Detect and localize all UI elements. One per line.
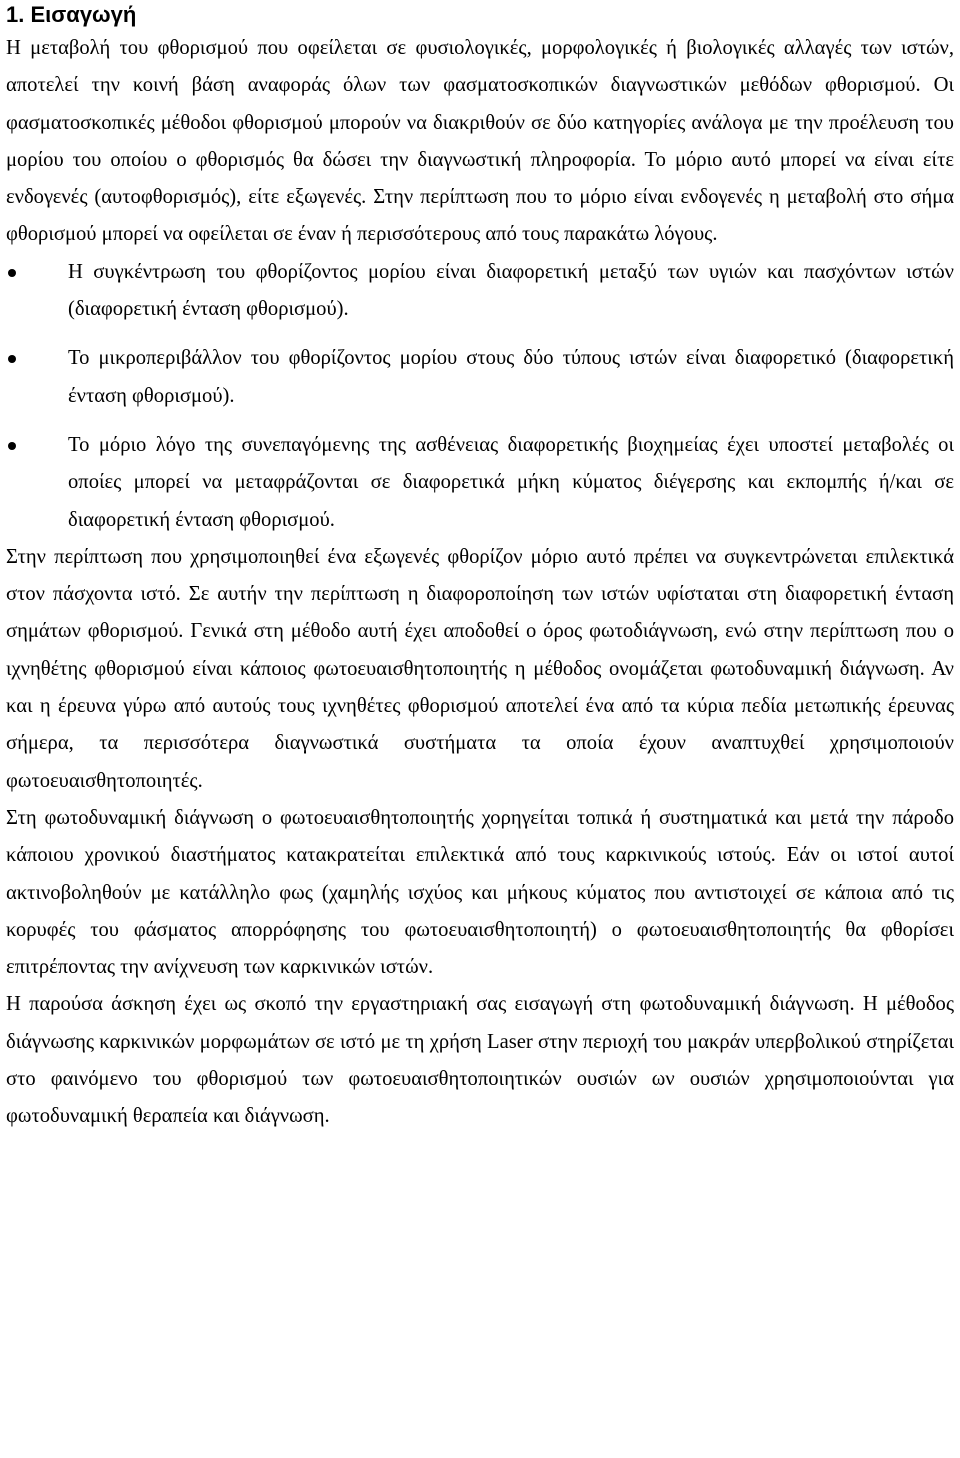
list-item-text: Η συγκέντρωση του φθορίζοντος μορίου είναι διαφορετική μεταξύ των υγιών και πασχόντων ιστών (διαφορετική ένταση φθορισμού). <box>68 260 954 321</box>
bullet-icon <box>8 269 16 277</box>
paragraph-purpose: Η παρούσα άσκηση έχει ως σκοπό την εργαστηριακή σας εισαγωγή στη φωτοδυναμική διάγνωση. Η μέθοδος διάγνωσης καρκινικών μορφωμάτων σε ιστό με τη χρήση Laser στην περιοχή του μακράν υπερβολικού στηρίζεται στο φαινόμενο του φθορισμού των φωτοευαισθητοποιητικών ουσιών ων ουσιών χρησιμοποιούνται για φωτοδυναμική θεραπεία και διάγνωση. <box>6 993 954 1128</box>
list-item <box>6 427 954 539</box>
list-item-text: Το μικροπεριβάλλον του φθορίζοντος μορίου στους δύο τύπους ιστών είναι διαφορετικό (διαφορετική ένταση φθορισμού). <box>68 347 954 407</box>
list-item <box>6 254 954 329</box>
list-item <box>6 340 954 415</box>
bullet-icon <box>8 442 16 450</box>
paragraph-photodynamic: Στη φωτοδυναμική διάγνωση ο φωτοευαισθητοποιητής χορηγείται τοπικά ή συστηματικά και μετά την πάροδο κάποιου χρονικού διαστήματος κατακρατείται επιλεκτικά από τους καρκινικούς ιστούς. Εάν οι ιστοί αυτοί ακτινοβοληθούν με κατάλληλο φως (χαμηλής ισχύος και μήκους κύματος που αντιστοιχεί σε κάποια από τις κορυφές του φάσματος απορρόφησης του φωτοευαισθητοποιητή) ο φωτοευαισθητοποιητής θα φθορίσει επιτρέποντας την ανίχνευση των καρκινικών ιστών. <box>6 806 954 979</box>
list-item-text: Το μόριο λόγο της συνεπαγόμενης της ασθένειας διαφορετικής βιοχημείας έχει υποστεί μεταβολές οι οποίες μπορεί να μεταφράζονται σε διαφορετικά μήκη κύματος διέγερσης και εκπομπής ή/και σε διαφορετική ένταση φθορισμού. <box>68 433 954 531</box>
document-page <box>6 0 954 1136</box>
paragraph-exogenous: Στην περίπτωση που χρησιμοποιηθεί ένα εξωγενές φθορίζον μόριο αυτό πρέπει να συγκεντρώνεται επιλεκτικά στον πάσχοντα ιστό. Σε αυτήν την περίπτωση η διαφοροποίηση των ιστών υφίσταται στη διαφορετική ένταση σημάτων φθορισμού. Γενικά στη μέθοδο αυτή έχει αποδοθεί ο όρος φωτοδιάγνωση, ενώ στην περίπτωση που ο ιχνηθέτης φθορισμού είναι κάποιος φωτοευαισθητοποιητής η μέθοδος ονομάζεται φωτοδυναμική διάγνωση. Αν και η έρευνα γύρω από αυτούς τους ιχνηθέτες φθορισμού αποτελεί ένα από τα κύρια πεδία μετωπικής έρευνας σήμερα, τα περισσότερα διαγνωστικά συστήματα τα οποία έχουν αναπτυχθεί χρησιμοποιούν φωτοευαισθητοποιητές. <box>6 545 954 792</box>
bullet-icon <box>8 355 16 363</box>
reasons-list <box>6 254 954 539</box>
section-heading: 1. Εισαγωγή <box>6 2 137 27</box>
paragraph-intro: Η μεταβολή του φθορισμού που οφείλεται σε φυσιολογικές, μορφολογικές ή βιολογικές αλλαγές των ιστών, αποτελεί την κοινή βάση αναφοράς όλων των φασματοσκοπικών διαγνωστικών μεθόδων φθορισμού. Οι φασματοσκοπικές μέθοδοι φθορισμού μπορούν να διακριθούν σε δύο κατηγορίες ανάλογα με την προέλευση του μορίου του οποίου ο φθορισμός θα δώσει την διαγνωστική πληροφορία. Το μόριο αυτό μπορεί να είναι είτε ενδογενές (αυτοφθορισμός), είτε εξωγενές. Στην περίπτωση που το μόριο είναι ενδογενές η μεταβολή στο σήμα φθορισμού μπορεί να οφείλεται σε έναν ή περισσότερους από τους παρακάτω λόγους. <box>6 37 954 246</box>
